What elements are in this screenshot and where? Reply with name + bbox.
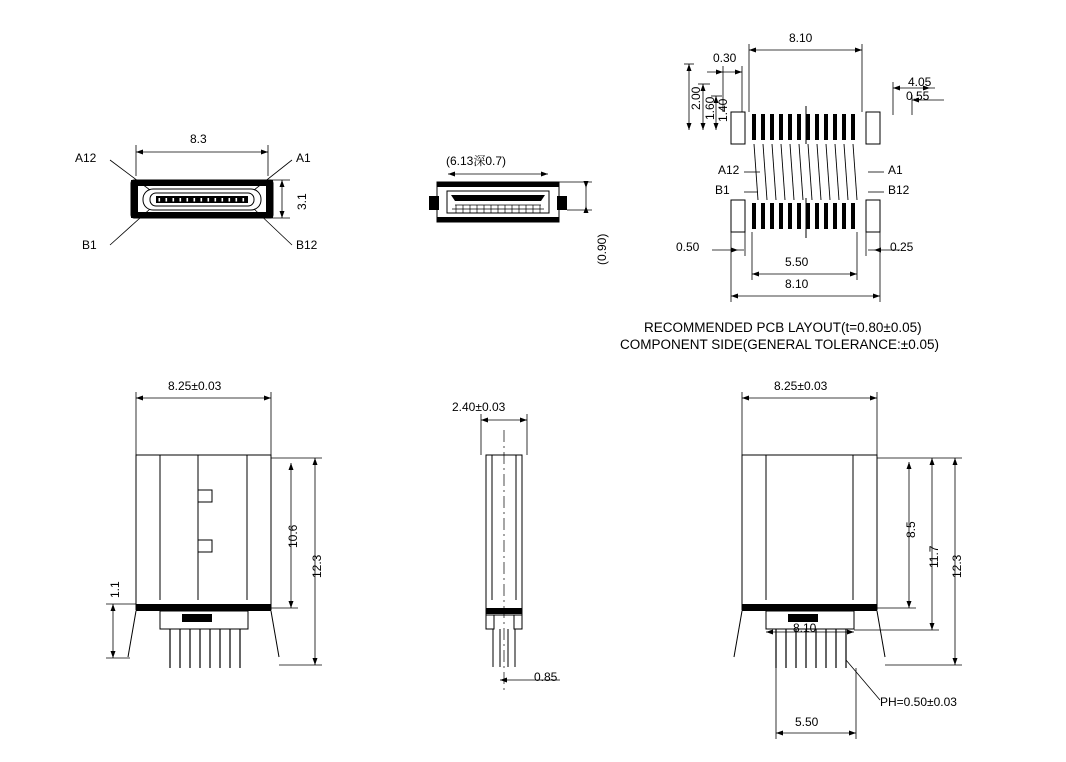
bl-body — [128, 455, 279, 668]
pcb-405-label: 4.05 — [908, 75, 932, 89]
pcb-top-pads — [731, 106, 880, 144]
side-thickness-label: (0.90) — [595, 233, 609, 265]
note-pcb-layout: RECOMMENDED PCB LAYOUT(t=0.80±0.05) — [644, 320, 922, 335]
pcb-top-width-label: 8.10 — [789, 31, 813, 45]
front-pin-b1: B1 — [82, 238, 97, 252]
pcb-810-bottom-label: 8.10 — [785, 277, 809, 291]
pcb-pin-b12: B12 — [888, 183, 910, 197]
pcb-055-label: 0.55 — [906, 89, 930, 103]
side-dim-depth — [448, 172, 548, 177]
br-h3-label: 12.3 — [950, 554, 964, 578]
pcb-pin-a12: A12 — [718, 163, 740, 177]
bl-dim-heights — [106, 458, 322, 665]
br-pitch-label: PH=0.50±0.03 — [880, 695, 957, 709]
bl-dim-width — [136, 392, 271, 455]
bl-width-label: 8.25±0.03 — [168, 379, 222, 393]
br-inner-label: 8.10 — [793, 621, 817, 635]
side-depth-label: (6.13深0.7) — [446, 154, 507, 168]
pcb-traces — [754, 144, 857, 200]
bl-h3-label: 1.1 — [108, 581, 122, 598]
br-h1-label: 8.5 — [904, 521, 918, 538]
pcb-050-label: 0.50 — [676, 240, 700, 254]
front-pin-b12: B12 — [296, 238, 318, 252]
br-body — [734, 455, 885, 668]
br-pitch-leader — [846, 660, 880, 700]
bl-h1-label: 10.6 — [286, 524, 300, 548]
pcb-030-label: 0.30 — [713, 51, 737, 65]
br-span-label: 5.50 — [795, 715, 819, 729]
pcb-bottom-pads — [731, 198, 880, 238]
pcb-pin-a1: A1 — [888, 163, 903, 177]
br-h2-label: 11.7 — [927, 545, 941, 568]
pcb-025-label: 0.25 — [890, 240, 914, 254]
front-width-label: 8.3 — [190, 132, 207, 146]
pcb-550-label: 5.50 — [785, 255, 809, 269]
pcb-pin-b1: B1 — [715, 183, 730, 197]
side-connector-body — [429, 182, 567, 222]
pcb-200-label: 2.00 — [689, 86, 703, 110]
pcb-160-label: 1.60 — [703, 96, 717, 120]
br-dim-heights — [854, 458, 962, 665]
front-height-label: 3.1 — [295, 193, 309, 210]
front-pin-a12: A12 — [75, 151, 97, 165]
note-component-side: COMPONENT SIDE(GENERAL TOLERANCE:±0.05) — [620, 337, 939, 352]
bl-h2-label: 12.3 — [310, 554, 324, 578]
br-dim-width — [742, 392, 877, 455]
dim-front-width — [136, 145, 268, 176]
bm-width-label: 2.40±0.03 — [452, 400, 506, 414]
pcb-dim-top-width — [749, 44, 862, 112]
pcb-140-label: 1.40 — [716, 98, 730, 122]
br-width-label: 8.25±0.03 — [774, 379, 828, 393]
front-pin-a1: A1 — [296, 151, 311, 165]
bm-pinwidth-label: 0.85 — [534, 670, 558, 684]
